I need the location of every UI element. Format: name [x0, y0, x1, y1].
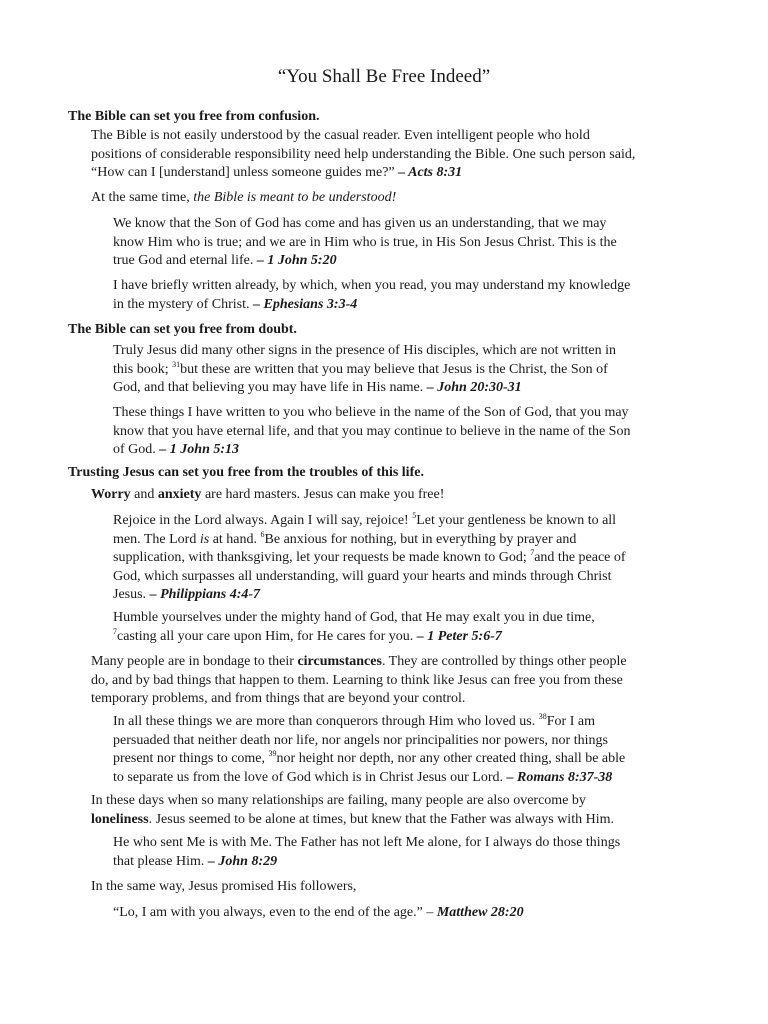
- quote-1-peter-5-6-7: [113, 609, 595, 646]
- text-fragment: are hard masters. Jesus can make you free!: [201, 487, 445, 502]
- text-line: [113, 531, 626, 550]
- text-fragment: . They are controlled by things other people: [381, 654, 627, 669]
- text-fragment: God, and that believing you may have life in His name.: [113, 380, 427, 395]
- text-fragment: in the mystery of Christ.: [113, 296, 253, 312]
- paragraph-same-way: In the same way, Jesus promised His followers,: [91, 879, 357, 894]
- scripture-reference: – 1 John 5:13: [159, 442, 240, 457]
- quote-philippians-4-4-7: [113, 512, 626, 605]
- text-line: know that you have eternal life, and that you may continue to believe in the name of the Son: [113, 423, 631, 439]
- text-line: know Him who is true; and we are in Him who is true, in His Son Jesus Christ. This is the: [113, 234, 617, 250]
- bold-word-circumstances: circumstances: [297, 654, 382, 669]
- scripture-reference: – Romans 8:37-38: [506, 769, 613, 785]
- text-fragment: this book;: [113, 361, 173, 377]
- text-fragment: casting all your care upon Him, for He cares for you.: [117, 628, 417, 644]
- paragraph-worry-anxiety: [91, 486, 444, 505]
- verse-number: 39: [268, 749, 277, 758]
- text-line: He who sent Me is with Me. The Father has not left Me alone, for I always do those things: [113, 835, 621, 850]
- scripture-reference: Matthew 28:20: [436, 905, 524, 920]
- verse-number: 7: [113, 626, 117, 636]
- text-fragment: Be anxious for nothing, but in everything by prayer and: [264, 531, 577, 547]
- text-line: [113, 750, 625, 769]
- text-line: [113, 361, 616, 380]
- text-fragment: . Jesus seemed to be alone at times, but knew that the Father was always with Him.: [148, 811, 614, 827]
- text-line: God, which surpasses all understanding, will guard your hearts and minds through Christ: [113, 568, 612, 584]
- text-line: [113, 441, 630, 460]
- verse-number: 31: [172, 359, 181, 369]
- text-fragment: nor height nor depth, nor any other created thing, shall be able: [276, 751, 626, 766]
- text-line: The Bible is not easily understood by the casual reader. Even intelligent people who hold: [91, 128, 590, 143]
- text-fragment: In all these things we are more than conquerors through Him who loved us.: [113, 714, 539, 729]
- paragraph-confusion-intro: [91, 127, 635, 183]
- text-line: [113, 769, 625, 788]
- emphasis-text: the Bible is meant to be understood!: [193, 190, 397, 205]
- scripture-reference: – 1 Peter 5:6-7: [416, 628, 502, 644]
- text-line: [113, 586, 626, 605]
- text-fragment: that please Him.: [113, 853, 208, 869]
- quote-romans-8-37-38: [113, 713, 625, 787]
- text-fragment: supplication, with thanksgiving, let your requests be made known to God;: [113, 550, 531, 565]
- text-fragment: true God and eternal life.: [113, 253, 257, 268]
- text-fragment: “How can I [understand] unless someone guides me?”: [91, 165, 399, 180]
- scripture-reference: – Acts 8:31: [398, 165, 463, 180]
- scripture-reference: – John 8:29: [207, 853, 278, 869]
- text-line: Humble yourselves under the mighty hand of God, that He may exalt you in due time,: [113, 610, 595, 625]
- verse-number: 5: [412, 511, 417, 520]
- text-line: positions of considerable responsibility need help understanding the Bible. One such person said,: [91, 146, 636, 162]
- text-fragment: At the same time,: [91, 190, 194, 205]
- text-line: [91, 164, 635, 183]
- text-line: Truly Jesus did many other signs in the presence of His disciples, which are not written in: [113, 343, 617, 358]
- text-fragment: men. The Lord: [113, 531, 200, 547]
- bold-word-anxiety: anxiety: [157, 487, 202, 502]
- scripture-reference: – 1 John 5:20: [256, 253, 337, 268]
- bold-word-loneliness: loneliness: [91, 811, 149, 827]
- text-line: [113, 549, 626, 568]
- text-fragment: and the peace of: [534, 550, 626, 565]
- text-fragment: Many people are in bondage to their: [91, 654, 298, 669]
- text-fragment: of God.: [113, 442, 160, 457]
- scripture-reference: – Philippians 4:4-7: [149, 587, 261, 602]
- text-line: [113, 296, 630, 315]
- text-fragment: at hand.: [209, 531, 261, 547]
- text-line: [113, 628, 595, 647]
- text-line: do, and by bad things that happen to them. Learning to think like Jesus can free you from these: [91, 672, 623, 688]
- quote-1-john-5-13: [113, 404, 630, 460]
- text-line: [91, 811, 614, 830]
- text-fragment: Jesus.: [113, 587, 150, 602]
- paragraph-same-time: [91, 189, 396, 208]
- verse-number: 38: [538, 712, 547, 721]
- text-line: persuaded that neither death nor life, nor angels nor principalities nor powers, nor things: [113, 732, 608, 748]
- text-line: [91, 653, 627, 672]
- paragraph-loneliness: [91, 792, 614, 829]
- emphasis-text: is: [199, 531, 210, 547]
- text-line: temporary problems, and from things that are beyond your control.: [91, 691, 466, 706]
- text-fragment: For I am: [546, 714, 595, 729]
- quote-1-john-5-20: [113, 215, 617, 271]
- quote-john-20-30-31: [113, 342, 616, 398]
- section-heading-doubt: The Bible can set you free from doubt.: [68, 322, 297, 337]
- verse-number: 7: [530, 548, 535, 557]
- scripture-reference: – John 20:30-31: [426, 380, 522, 395]
- text-fragment: and: [130, 487, 158, 502]
- text-line: [113, 512, 626, 531]
- section-heading-confusion: The Bible can set you free from confusion.: [68, 109, 320, 124]
- text-fragment: Rejoice in the Lord always. Again I will say, rejoice!: [113, 513, 413, 528]
- bold-word-worry: Worry: [91, 487, 131, 502]
- text-line: In these days when so many relationships are failing, many people are also overcome by: [91, 793, 586, 808]
- text-line: [113, 252, 617, 271]
- quote-matthew-28-20: [113, 904, 524, 923]
- scripture-reference: – Ephesians 3:3-4: [253, 296, 358, 312]
- text-fragment: but these are written that you may believe that Jesus is the Christ, the Son of: [180, 361, 608, 377]
- text-fragment: to separate us from the love of God which is in Christ Jesus our Lord.: [113, 769, 507, 785]
- page-title: “You Shall Be Free Indeed”: [277, 66, 491, 87]
- text-line: [113, 713, 625, 732]
- text-line: [113, 379, 616, 398]
- quote-john-8-29: [113, 834, 620, 871]
- text-line: [113, 853, 620, 872]
- text-line: I have briefly written already, by which, when you read, you may understand my knowledge: [113, 278, 631, 293]
- text-line: These things I have written to you who believe in the name of the Son of God, that you may: [113, 405, 629, 420]
- verse-number: 6: [260, 529, 265, 539]
- quote-ephesians-3-3-4: [113, 277, 630, 314]
- text-fragment: Let your gentleness be known to all: [416, 513, 617, 528]
- section-heading-troubles: Trusting Jesus can set you free from the troubles of this life.: [68, 465, 424, 480]
- paragraph-circumstances: [91, 653, 627, 709]
- text-fragment: “Lo, I am with you always, even to the end of the age.” –: [113, 905, 437, 920]
- text-line: We know that the Son of God has come and has given us an understanding, that we may: [113, 216, 607, 231]
- text-fragment: present nor things to come,: [113, 751, 269, 766]
